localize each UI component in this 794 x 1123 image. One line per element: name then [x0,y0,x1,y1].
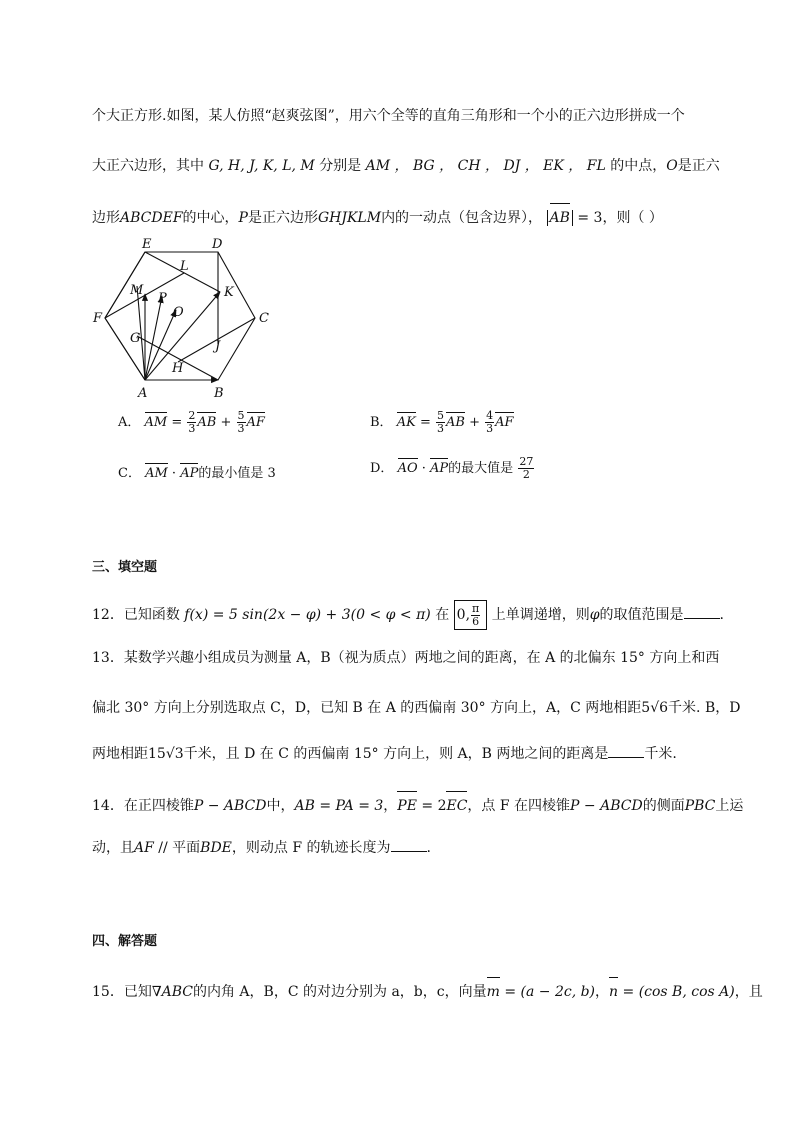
section-title-answer: 四、解答题 [92,934,158,949]
label-E: E [142,237,152,252]
option-d[interactable]: D． AO · AP的最大值是 $\frac{27}{2}$ [370,455,534,481]
intro-line-2: 大正六边形，其中 G, H, J, K, L, M 分别是 AM ， BG ， CH ， DJ ， EK ， FL 的中点，O是正六 [92,158,720,174]
fraction: $\frac{4}{3}$ [486,409,494,435]
interval-bracket: 0, $\frac{\pi}{6}$ [454,600,484,630]
fraction: $\frac{5}{3}$ [237,409,245,435]
label-J: J [215,339,221,354]
intro-line-1: 个大正方形.如图，某人仿照“赵爽弦图”，用六个全等的直角三角形和一个小的正六边形拼成一个 [92,108,685,124]
vector-ap [145,296,162,380]
question-15: 15．已知∇ABC的内角 A，B，C 的对边分别为 a，b，c，向量m = (a − 2c, b)，n = (cos B, cos A)，且 [92,976,763,1004]
hexagon-figure [90,232,280,402]
label-H: H [172,361,184,376]
label-B: B [214,386,224,401]
fraction: $\frac{27}{2}$ [519,455,534,481]
label-D: D [212,237,223,252]
label-K: K [224,285,234,300]
question-14-line-2: 动，且AF // 平面BDE，则动点 F 的轨迹长度为 . [92,836,431,860]
answer-blank[interactable] [391,837,427,852]
fraction: $\frac{2}{3}$ [188,409,196,435]
section-title-fill-in: 三、填空题 [92,560,158,575]
segment-a-f [105,318,145,380]
label-A: A [138,386,148,401]
label-G: G [130,331,141,346]
intro-line-3: 边形ABCDEF的中心，P是正六边形GHJKLM内的一动点（包含边界）， AB = 3，则（ ） [92,202,663,230]
label-F: F [93,311,103,326]
question-12: 12．已知函数 f(x) = 5 sin(2x − φ) + 3(0 < φ < π) 在 0, $\frac{\pi}{6}$ 上单调递增，则φ的取值范围是 . [92,600,724,630]
option-b[interactable]: B． AK = $\frac{5}{3}$ AB + $\frac{4}{3}$ AF [370,409,514,435]
question-13-line-2: 偏北 30° 方向上分别选取点 C，D，已知 B 在 A 的西偏南 30° 方向上，A，C 两地相距5√6千米. B，D [92,700,741,716]
question-14-line-1: 14．在正四棱锥P − ABCD中，AB = PA = 3，PE = 2EC，点 F 在四棱锥P − ABCD的侧面PBC上运 [92,790,743,818]
answer-blank[interactable] [608,743,644,758]
option-a[interactable]: A． AM = $\frac{2}{3}$ AB + $\frac{5}{3}$ AF [118,409,265,435]
label-P: P [158,291,167,306]
label-M: M [130,283,144,298]
label-C: C [259,311,269,326]
question-13-line-3: 两地相距15√3千米，且 D 在 C 的西偏南 15° 方向上，则 A，B 两地之间的距离是 千米. [92,742,677,766]
label-L: L [180,259,189,274]
option-c[interactable]: C． AM · AP的最小值是 3 [118,462,276,481]
question-13-line-1: 13．某数学兴趣小组成员为测量 A，B（视为质点）两地之间的距离，在 A 的北偏东 15° 方向上和西 [92,650,720,666]
answer-blank[interactable] [684,604,720,619]
label-O: O [173,305,184,320]
fraction: $\frac{\pi}{6}$ [472,601,480,628]
fraction: $\frac{5}{3}$ [436,409,444,435]
